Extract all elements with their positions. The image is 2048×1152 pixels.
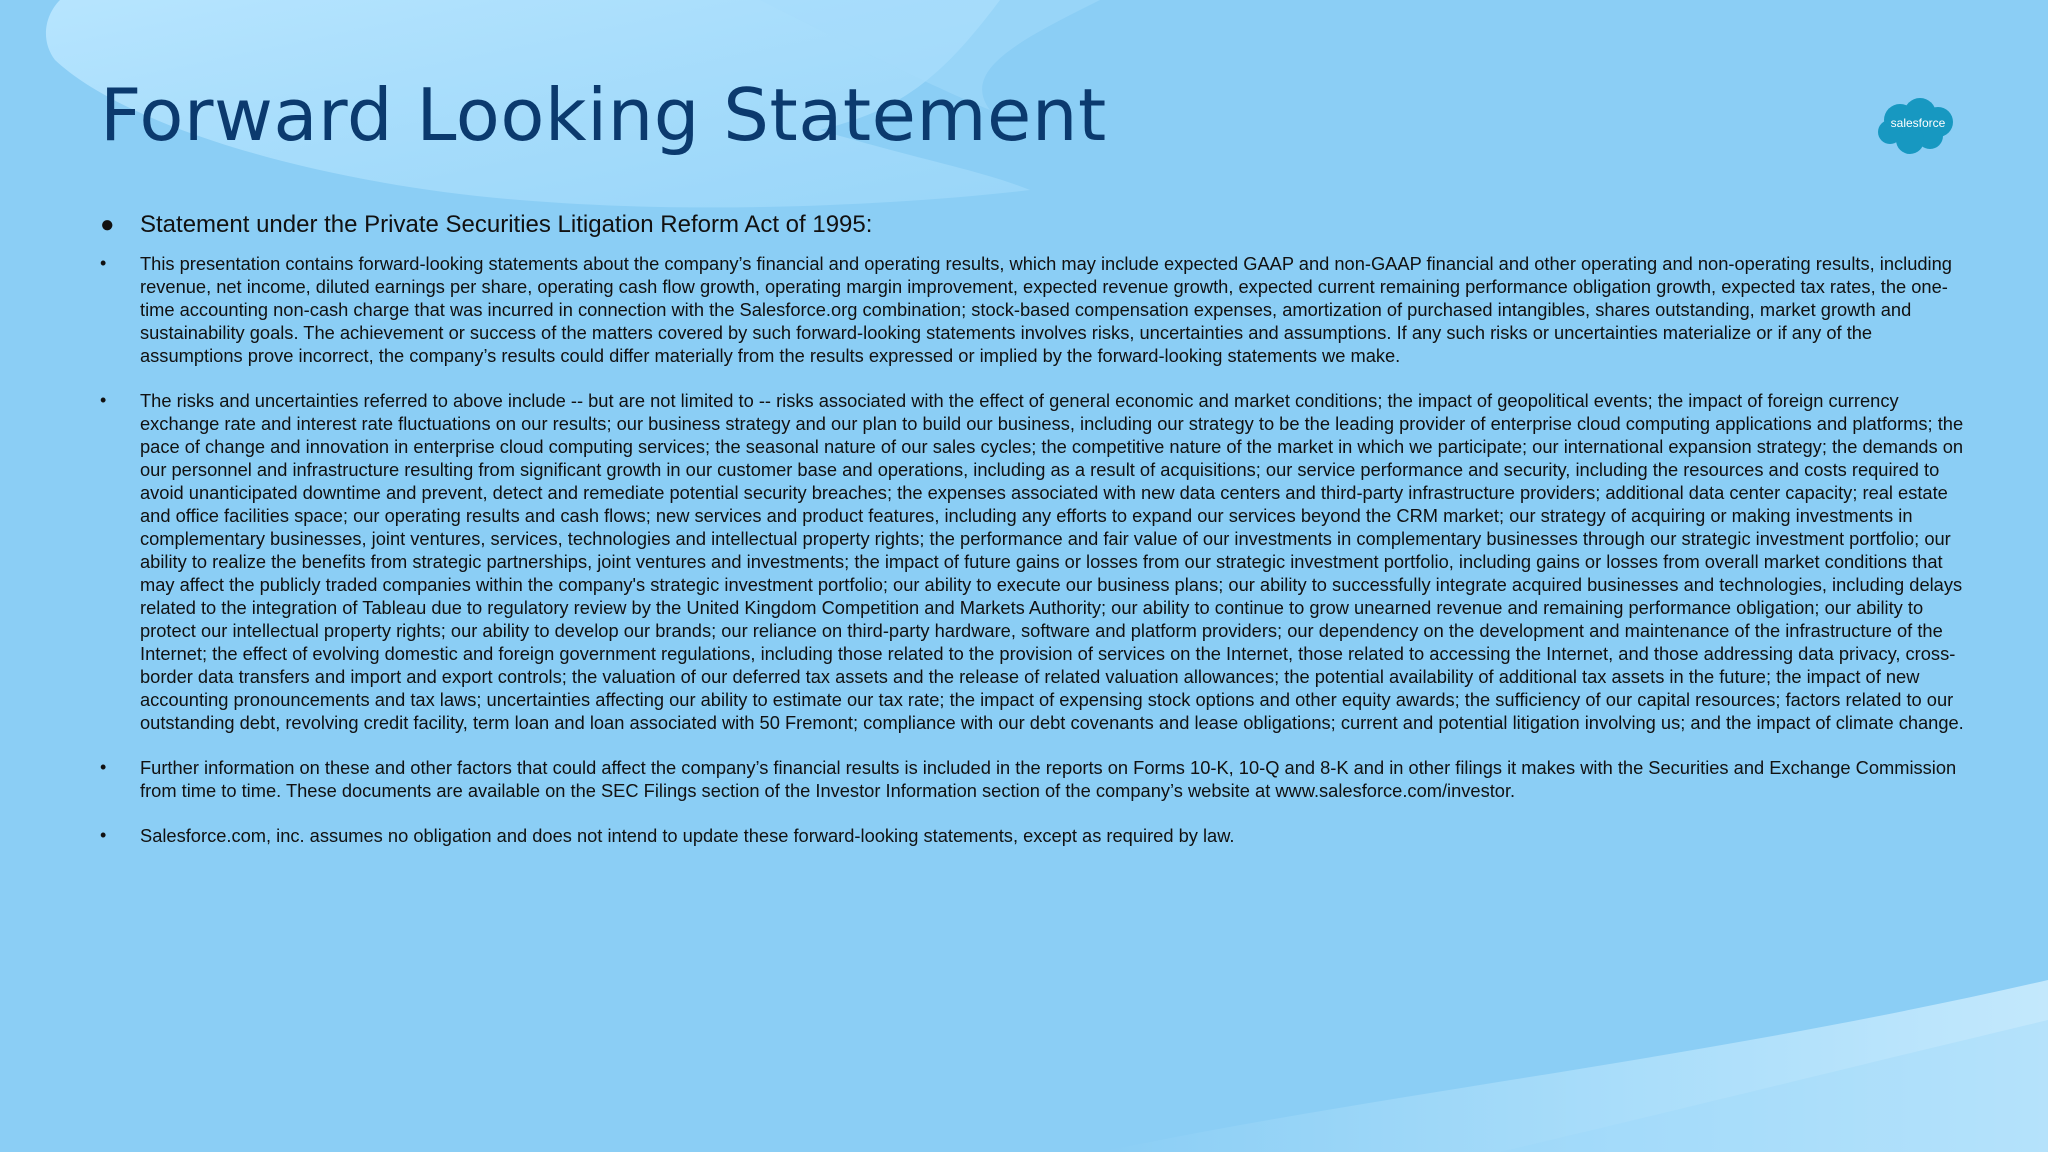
paragraph-text: The risks and uncertainties referred to above include -- but are not limited to -- risks associated with the effect of general economic and market conditions; the impact of geopolitical events; the impact of foreign currency exchange rate and interest rate fluctuations on our results; our business strategy and our plan to build our business, including our strategy to be the leading provider of enterprise cloud computing applications and platforms; the pace of change and innovation in enterprise cloud computing services; the seasonal nature of our sales cycles; the competitive nature of the market in which we participate; our international expansion strategy; the demands on our personnel and infrastructure resulting from significant growth in our customer base and operations, including as a result of acquisitions; our service performance and security, including the resources and costs required to avoid unanticipated downtime and prevent, detect and remediate potential security breaches; the expenses associated with new data centers and third-party infrastructure providers; additional data center capacity; real estate and office facilities space; our operating results and cash flows; new services and product features, including any efforts to expand our services beyond the CRM market; our strategy of acquiring or making investments in complementary businesses, joint ventures, services, technologies and intellectual property rights; the performance and fair value of our investments in complementary businesses through our strategic investment portfolio; our ability to realize the benefits from strategic partnerships, joint ventures and investments; the impact of future gains or losses from our strategic investment portfolio, including gains or losses from overall market conditions that may affect the publicly traded companies within the company's strategic investment portfolio; our ability to execute our business plans; our ability to successfully integrate acquired businesses and technologies, including delays related to the integration of Tableau due to regulatory review by the United Kingdom Competition and Markets Authority; our ability to continue to grow unearned revenue and remaining performance obligation; our ability to protect our intellectual property rights; our ability to develop our brands; our reliance on third-party hardware, software and platform providers; our dependency on the development and maintenance of the infrastructure of the Internet; the effect of evolving domestic and foreign government regulations, including those related to the provision of services on the Internet, those related to accessing the Internet, and those addressing data privacy, cross-border data transfers and import and export controls; the valuation of our deferred tax assets and the release of related valuation allowances; the potential availability of additional tax assets in the future; the impact of new accounting pronouncements and tax laws; uncertainties affecting our ability to estimate our tax rate; the impact of expensing stock options and other equity awards; the sufficiency of our capital resources; factors related to our outstanding debt, revolving credit facility, term loan and loan associated with 50 Fremont; compliance with our debt covenants and lease obligations; current and potential litigation involving us; and the impact of climate change. [140,390,1964,733]
paragraph-text: Further information on these and other factors that could affect the company’s financial results is included in the reports on Forms 10-K, 10-Q and 8-K and in other filings it makes with the Securities and Exchange Commission from time to time. These documents are available on the SEC Filings section of the Investor Information section of the company’s website at www.salesforce.com/investor. [140,757,1957,801]
logo-label: salesforce [1890,116,1946,130]
list-item [100,252,1970,367]
paragraph-text: This presentation contains forward-looking statements about the company’s financial and operating results, which may include expected GAAP and non-GAAP financial and other operating and non-operating results, including revenue, net income, diluted earnings per share, operating cash flow growth, operating margin improvement, expected revenue growth, expected current remaining performance obligation growth, expected tax rates, the one-time accounting non-cash charge that was incurred in connection with the Salesforce.org combination; stock-based compensation expenses, amortization of purchased intangibles, shares outstanding, market growth and sustainability goals. The achievement or success of the matters covered by such forward-looking statements involves risks, uncertainties and assumptions. If any such risks or uncertainties materialize or if any of the assumptions prove incorrect, the company’s results could differ materially from the results expressed or implied by the forward-looking statements we make. [140,253,1952,366]
bullet: • [100,390,107,410]
slide-title: Forward Looking Statement [100,73,1107,157]
large-bullet: ● [100,211,115,238]
statement-list [100,252,1970,869]
bullet: • [100,757,107,777]
bullet: • [100,825,107,845]
paragraph-text: Salesforce.com, inc. assumes no obligation and does not intend to update these forward-looking statements, except as required by law. [140,825,1235,846]
salesforce-logo [1876,96,1960,156]
bullet: • [100,253,107,273]
intro-text: Statement under the Private Securities Litigation Reform Act of 1995: [140,211,873,238]
list-item [100,756,1970,802]
list-item [100,389,1970,734]
list-item [100,824,1970,847]
